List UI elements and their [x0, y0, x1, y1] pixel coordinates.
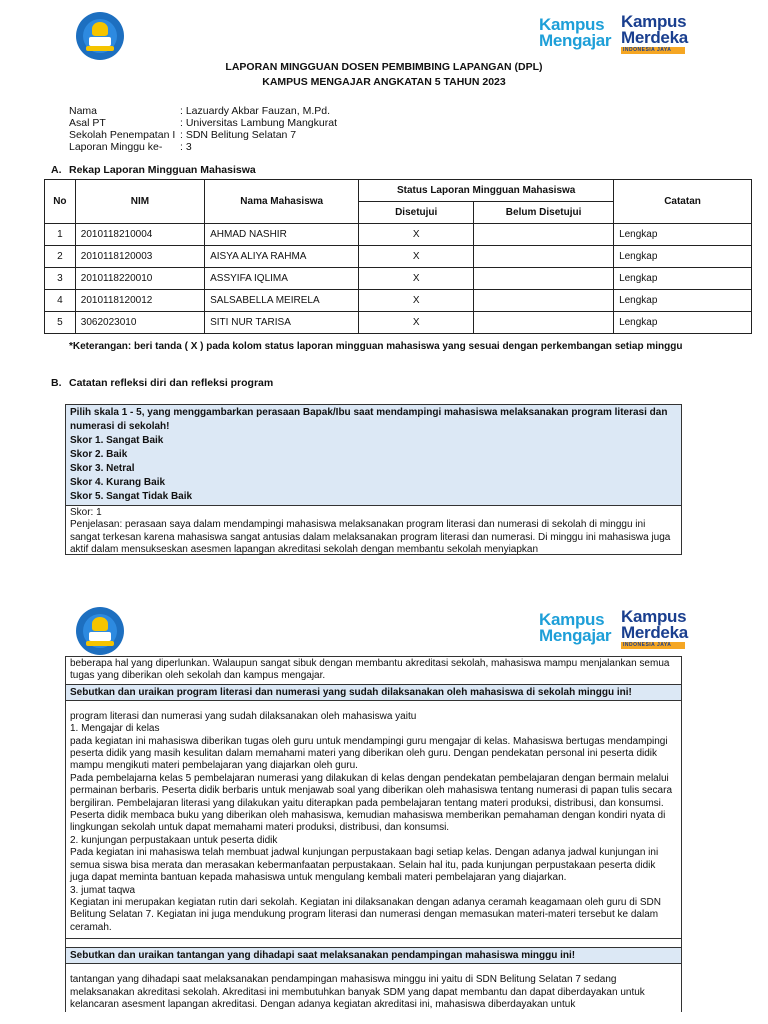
- rekap-table: [44, 179, 752, 334]
- cell-disetujui: X: [359, 268, 474, 290]
- tut-wuri-handayani-logo: [76, 12, 124, 60]
- col-header-nim: NIM: [75, 180, 204, 224]
- col-header-belum: Belum Disetujui: [474, 202, 614, 224]
- cell-no: 5: [45, 312, 76, 334]
- table-row: [45, 312, 752, 334]
- info-value: : Lazuardy Akbar Fauzan, M.Pd.: [180, 105, 330, 117]
- info-label: Sekolah Penempatan I: [69, 129, 176, 141]
- penjelasan-text: Penjelasan: perasaan saya dalam mendampingi mahasiswa melaksanakan program literasi dan numerasi di sekolah di minggu ini sangat terkesan karena mahasiswa sangat antusias dalam melaksanakan program literasi dan numerasi. Di minggu ini mahasiswa juga aktif dalam mensukseskan asesmen lapangan akreditasi sekolah dengan membantu sekolah menyiapkan: [70, 519, 671, 554]
- info-label: Nama: [69, 105, 98, 117]
- kampus-merdeka-logo: [621, 609, 688, 649]
- info-value: : Universitas Lambung Mangkurat: [180, 117, 337, 129]
- refleksi-answer: [66, 506, 681, 554]
- refleksi-box: [65, 404, 682, 555]
- scale-item: Skor 3. Netral: [70, 463, 135, 474]
- cell-no: 1: [45, 224, 76, 246]
- cell-nim: 2010118120012: [75, 290, 204, 312]
- cell-nim: 2010118210004: [75, 224, 204, 246]
- penjelasan-continuation: beberapa hal yang diperlunkan. Walaupun sangat sibuk dengan membantu akreditasi sekolah, mahasiswa mampu menjalankan semua tugas yang diberikan oleh sekolah dan kampus mengajar.: [66, 657, 681, 685]
- cell-nama: AISYA ALIYA RAHMA: [205, 246, 359, 268]
- section-title: Catatan refleksi diri dan refleksi program: [69, 377, 274, 389]
- cell-disetujui: X: [359, 290, 474, 312]
- table-row: [45, 268, 752, 290]
- logo-tag: INDONESIA JAYA: [621, 642, 685, 649]
- kampus-mengajar-logo: [539, 17, 611, 49]
- refleksi-question-header: [66, 405, 681, 506]
- skor-value: Skor: 1: [70, 507, 102, 518]
- scale-item: Skor 1. Sangat Baik: [70, 435, 164, 446]
- section-b-heading: [51, 377, 273, 389]
- question-3-header: [66, 947, 681, 964]
- cell-catatan: Lengkap: [614, 290, 752, 312]
- doc-subtitle: KAMPUS MENGAJAR ANGKATAN 5 TAHUN 2023: [262, 76, 506, 88]
- logo-text: Kampus: [621, 607, 687, 626]
- col-header-catatan: Catatan: [614, 180, 752, 224]
- cell-belum: [474, 224, 614, 246]
- cell-nim: 2010118220010: [75, 268, 204, 290]
- logo-text: Merdeka: [621, 623, 688, 642]
- logo-text: Merdeka: [621, 28, 688, 47]
- col-header-nama: Nama Mahasiswa: [205, 180, 359, 224]
- answer-3: tantangan yang dihadapi saat melaksanakan pendampingan mahasiswa minggu ini yaitu di SDN Belitung Selatan 7 sedang melaksanakan akreditasi sekolah. Akreditasi ini membutuhkan banyak SDM yang dapat membantu dan dapat diberdayakan untuk kelancaran asesment lapangan akreditasi. Dengan adanya kegiatan akreditasi ini, mahasiswa diberdayakan untuk: [70, 974, 645, 1010]
- section-letter: A.: [51, 164, 62, 176]
- cell-no: 3: [45, 268, 76, 290]
- cell-nama: SITI NUR TARISA: [205, 312, 359, 334]
- section-title: Rekap Laporan Mingguan Mahasiswa: [69, 164, 256, 176]
- cell-nama: AHMAD NASHIR: [205, 224, 359, 246]
- logo-text: Mengajar: [539, 31, 612, 50]
- cell-nim: 3062023010: [75, 312, 204, 334]
- answer-2: program literasi dan numerasi yang sudah dilaksanakan oleh mahasiswa yaitu 1. Mengajar di kelas pada kegiatan ini mahasiswa diberikan tugas oleh guru untuk mendampingi guru mengajar di kelas. Mahasiswa bertugas mendampingi peserta didik yang masih kesulitan dalam memahami materi yang diberikan oleh guru. Dengan pendekatan personal ini peserta didik mampu mengikuti materi pembelajaran yang diajarkan oleh guru. Pada pembelajarna kelas 5 pembelajaran numerasi yang dilakukan di kelas dengan pendekatan pembelajaran dengan bermain melalui permainan berbaris. Peserta didik berbaris untuk menjawab soal yang diberikan oleh mahasiswa tentang numerasi di papan tulis secara bergiliran. Pembelajaran literasi yang dilakukan yaitu diterapkan pada pembelajaran tentang materi produksi, distribusi, dan konsumsi. Peserta didik membaca buku yang diberikan oleh mahasiswa, kemudian mahasiswa memberikan pemahaman dengan kondiri nyata di lingkungan sekolah untuk dapat memahami materi produksi, distribusi, dan konsumsi. 2. kunjungan perpustakaan untuk peserta didik Pada kegiatan ini mahasiswa telah membuat jadwal kunjungan perpustakaan bagi setiap kelas. Dengan adanya jadwal kunjungan ini semua siswa bisa merata dan merasakan kebermanfaatan perpustakaan. Selain hal itu, pada kunjungan perpustakaan peserta didik juga dapat meminta bantuan kepada mahasiswa untuk mengulang kembali materi pembelajaran yang diajarkan. 3. jumat taqwa Kegiatan ini merupakan kegiatan rutin dari sekolah. Kegiatan ini dilaksanakan dengan adanya ceramah keagamaan oleh guru di SDN Belitung Selatan 7. Kegiatan ini juga mendukung program literasi dan numerasi dengan memasukan materi-materi tersebut ke dalam ceramah.: [66, 701, 681, 939]
- cell-belum: [474, 268, 614, 290]
- info-value: : SDN Belitung Selatan 7: [180, 129, 297, 141]
- cell-catatan: Lengkap: [614, 268, 752, 290]
- info-label: Asal PT: [69, 117, 106, 129]
- col-header-no: No: [45, 180, 76, 224]
- refleksi-box-continued: [65, 656, 682, 1012]
- doc-title: LAPORAN MINGGUAN DOSEN PEMBIMBING LAPANGAN (DPL): [225, 61, 543, 73]
- table-row: [45, 290, 752, 312]
- logo-tag: INDONESIA JAYA: [621, 47, 685, 54]
- kampus-mengajar-logo: [539, 612, 611, 644]
- table-row: [45, 224, 752, 246]
- kampus-merdeka-logo: [621, 14, 688, 54]
- cell-no: 4: [45, 290, 76, 312]
- cell-belum: [474, 246, 614, 268]
- cell-catatan: Lengkap: [614, 246, 752, 268]
- table-note: *Keterangan: beri tanda ( X ) pada kolom status laporan mingguan mahasiswa yang sesuai dengan perkembangan setiap minggu: [69, 341, 683, 352]
- info-block: [69, 105, 337, 153]
- question-2-header: [66, 685, 681, 701]
- logo-text: Mengajar: [539, 626, 612, 645]
- table-row: [45, 246, 752, 268]
- question-3: Sebutkan dan uraikan tantangan yang dihadapi saat melaksanakan pendampingan mahasiswa minggu ini!: [70, 950, 576, 962]
- cell-no: 2: [45, 246, 76, 268]
- col-header-status: Status Laporan Mingguan Mahasiswa: [359, 180, 614, 202]
- section-letter: B.: [51, 377, 62, 389]
- cell-nama: ASSYIFA IQLIMA: [205, 268, 359, 290]
- cell-belum: [474, 312, 614, 334]
- question-2: Sebutkan dan uraikan program literasi dan numerasi yang sudah dilaksanakan oleh mahasiswa di sekolah minggu ini!: [70, 686, 632, 698]
- cell-disetujui: X: [359, 246, 474, 268]
- cell-nama: SALSABELLA MEIRELA: [205, 290, 359, 312]
- info-label: Laporan Minggu ke-: [69, 141, 163, 153]
- info-value: : 3: [180, 141, 192, 153]
- cell-disetujui: X: [359, 312, 474, 334]
- cell-catatan: Lengkap: [614, 312, 752, 334]
- cell-disetujui: X: [359, 224, 474, 246]
- cell-belum: [474, 290, 614, 312]
- scale-item: Skor 2. Baik: [70, 449, 128, 460]
- logo-text: Kampus: [621, 12, 687, 31]
- section-a-heading: [51, 164, 256, 176]
- cell-catatan: Lengkap: [614, 224, 752, 246]
- tut-wuri-handayani-logo: [76, 607, 124, 655]
- scale-item: Skor 5. Sangat Tidak Baik: [70, 491, 193, 502]
- logo-text: Kampus: [539, 15, 605, 34]
- refleksi-question: Pilih skala 1 - 5, yang menggambarkan perasaan Bapak/Ibu saat mendampingi mahasiswa melaksanakan program literasi dan numerasi di sekolah!: [70, 407, 668, 432]
- cell-nim: 2010118120003: [75, 246, 204, 268]
- page-2: [0, 595, 768, 1024]
- logo-text: Kampus: [539, 610, 605, 629]
- scale-item: Skor 4. Kurang Baik: [70, 477, 166, 488]
- page-gap: [0, 565, 768, 595]
- col-header-disetujui: Disetujui: [359, 202, 474, 224]
